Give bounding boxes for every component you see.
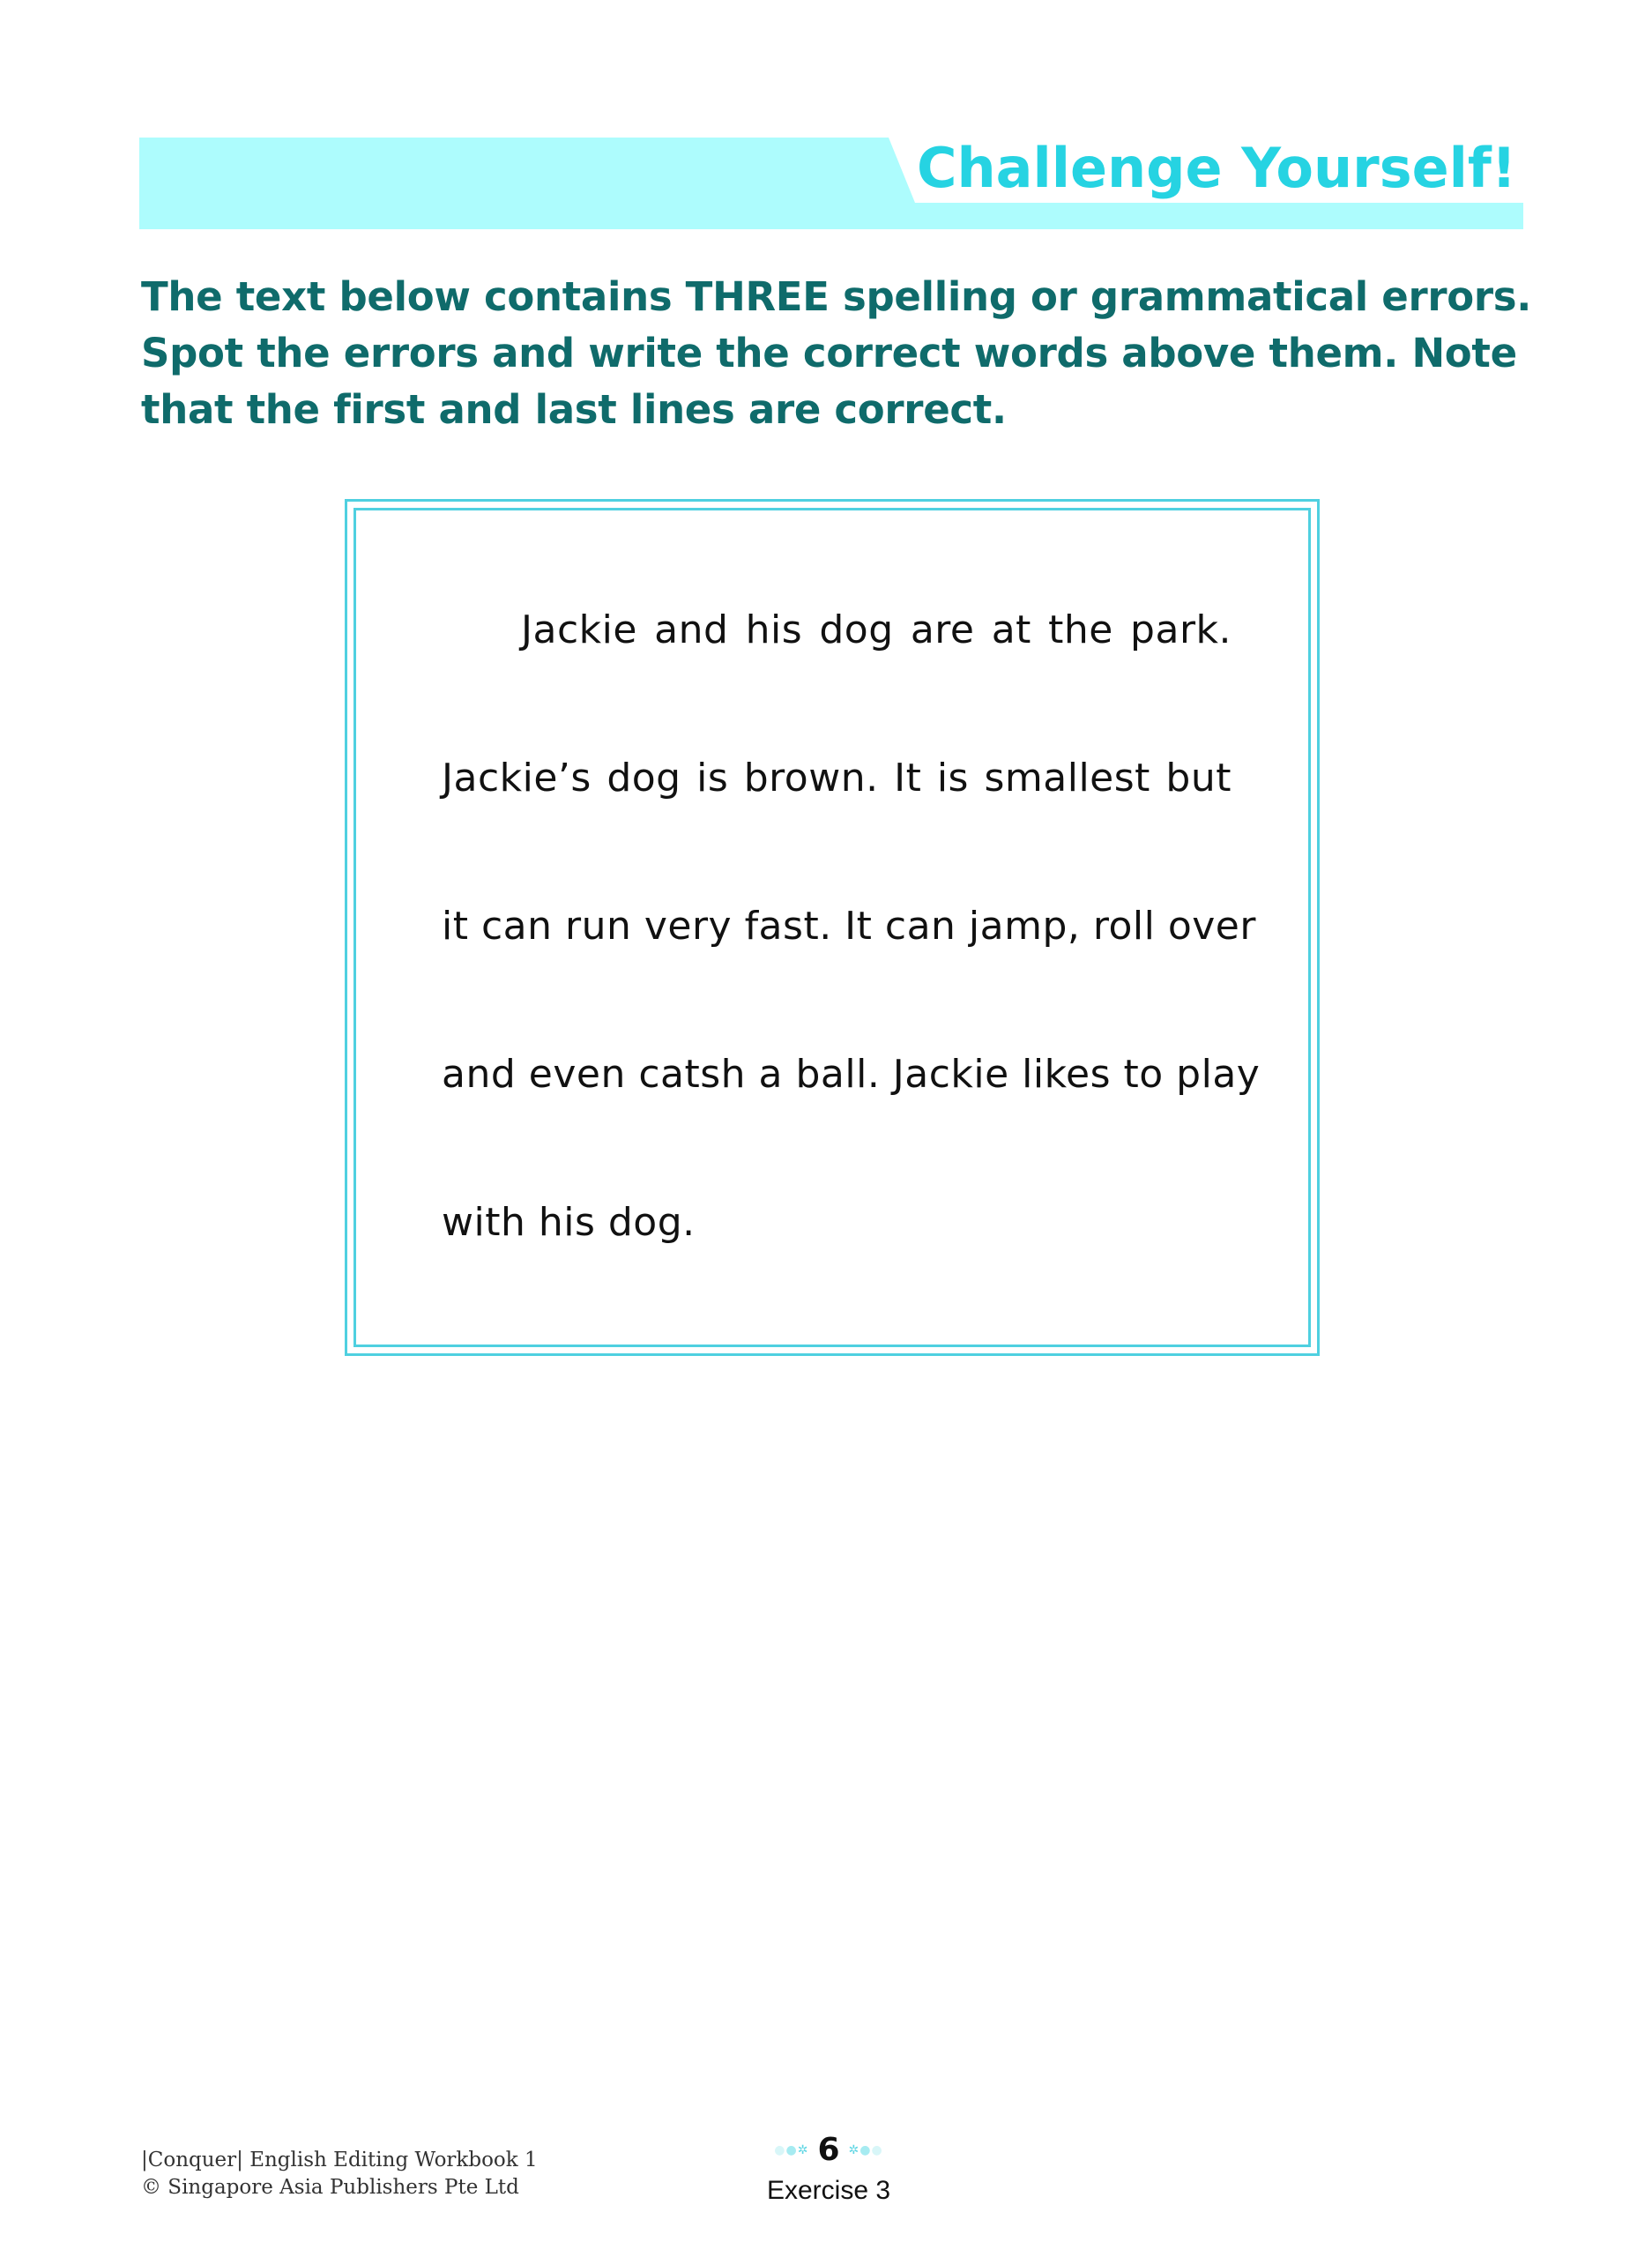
- book-title: |Conquer| English Editing Workbook 1: [141, 2149, 538, 2171]
- page-number: 6: [817, 2132, 840, 2168]
- passage-line: it can run very fast. It can jamp, roll over: [442, 904, 1256, 949]
- instructions-text: The text below contains THREE spelling or grammatical errors. Spot the errors and write the correct words above them. Note that the first and last lines are correct.: [141, 273, 1532, 433]
- page-number-row: [758, 2132, 899, 2174]
- footer-credits: [141, 2147, 538, 2201]
- passage-line: Jackie’s dog is brown. It is smallest but: [442, 756, 1232, 801]
- decorative-dots-left-icon: ●●✲: [774, 2142, 809, 2157]
- page-title: Challenge Yourself!: [917, 136, 1517, 200]
- decorative-dots-right-icon: ✲●●: [848, 2142, 883, 2157]
- passage-line: Jackie and his dog are at the park.: [521, 607, 1232, 652]
- passage-line: with his dog.: [442, 1200, 696, 1245]
- passage-box: [345, 499, 1320, 1356]
- exercise-label: Exercise 3: [766, 2176, 891, 2205]
- copyright-notice: © Singapore Asia Publishers Pte Ltd: [141, 2176, 519, 2199]
- passage-line: and even catsh a ball. Jackie likes to play: [442, 1052, 1261, 1097]
